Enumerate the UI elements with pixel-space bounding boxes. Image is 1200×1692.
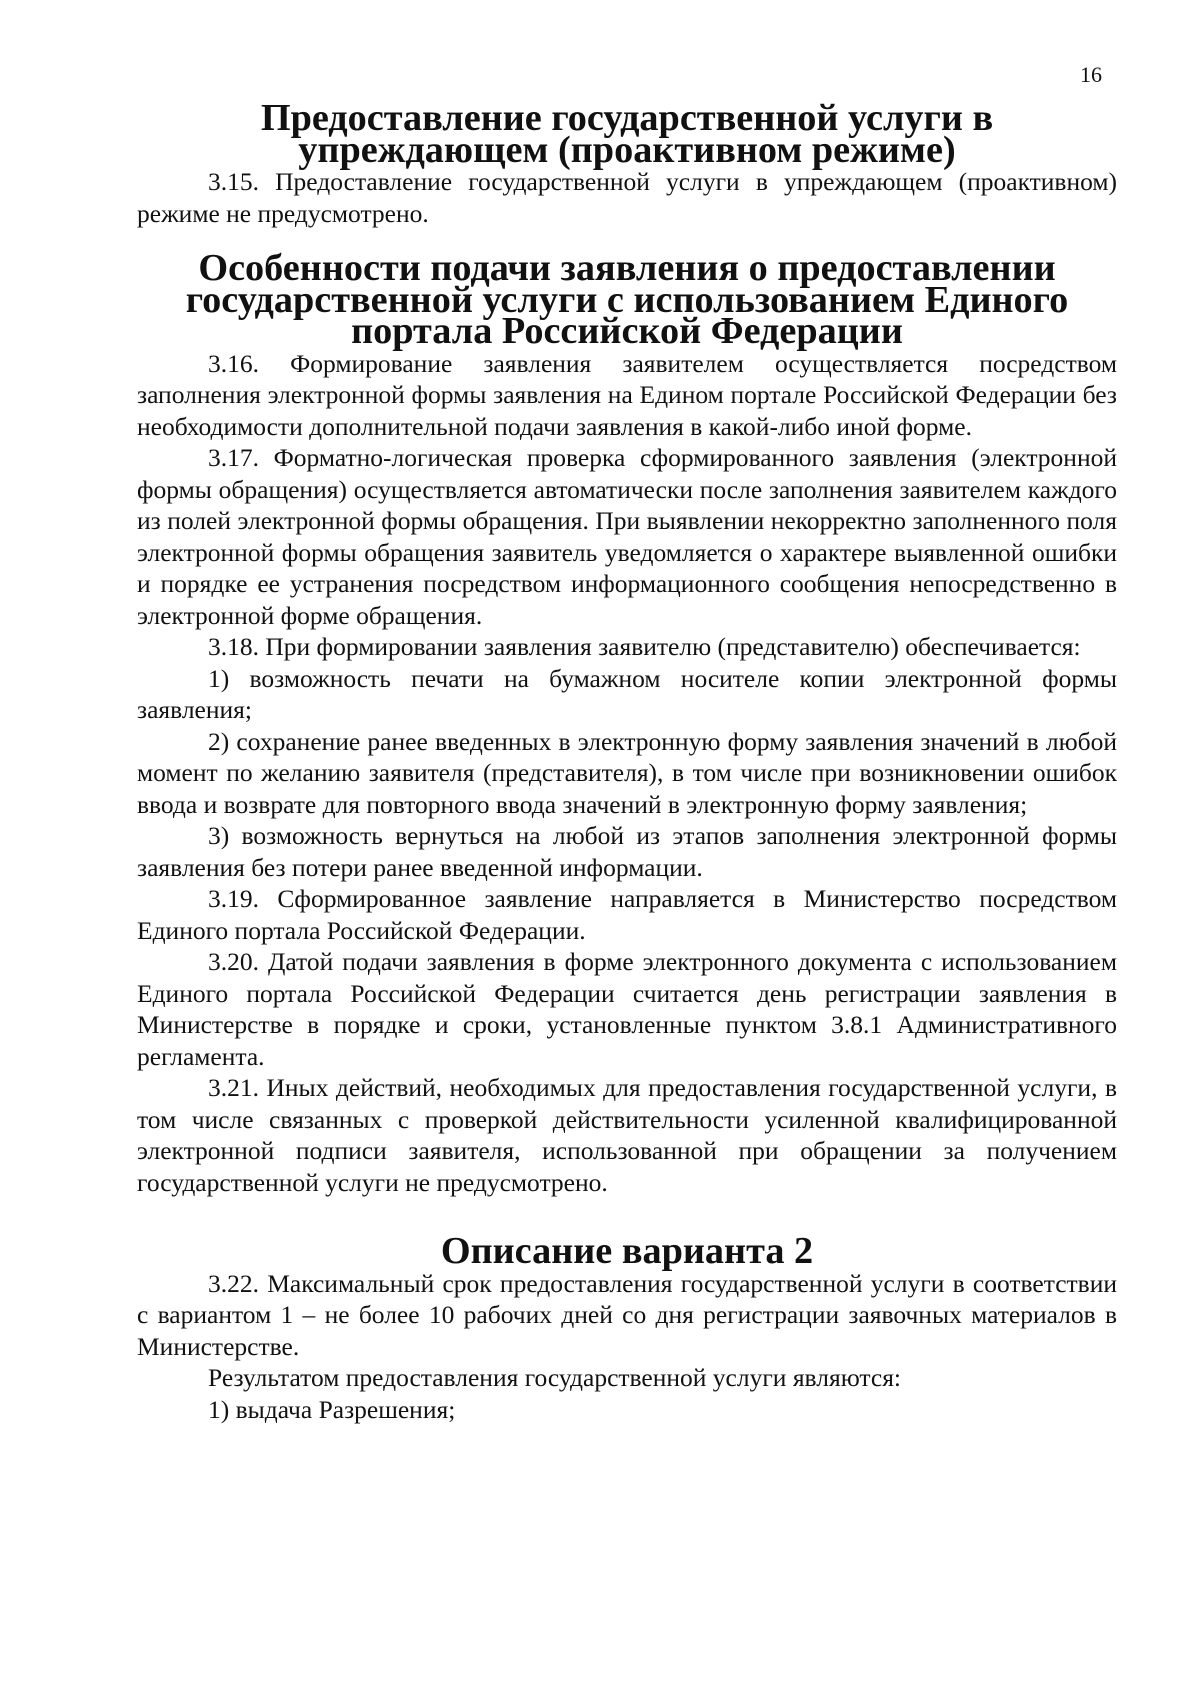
list-item-3-18-3: 3) возможность вернуться на любой из этапов заполнения электронной формы заявления без потери ранее введенной информации. [137,821,1117,882]
section-heading-unified-portal: Особенности подачи заявления о предоставлении государственной услуги с использованием Единого портала Российской Федерации [185,247,1069,352]
page-number: 16 [1080,62,1102,87]
section-heading-proactive: Предоставление государственной услуги в упреждающем (проактивном режиме) [260,97,994,171]
paragraph-3-20: 3.20. Датой подачи заявления в форме электронного документа с использованием Единого портала Российской Федерации считается день регистрации заявления в Министерстве в порядке и сроки, установленные пунктом 3.8.1 Административного регламента. [137,947,1117,1071]
paragraph-3-19: 3.19. Сформированное заявление направляется в Министерство посредством Единого портала Российской Федерации. [137,884,1117,945]
list-item-3-18-1: 1) возможность печати на бумажном носителе копии электронной формы заявления; [137,663,1117,724]
document-body [137,97,1117,1425]
paragraph-3-16: 3.16. Формирование заявления заявителем осуществляется посредством заполнения электронной формы заявления на Едином портале Российской Федерации без необходимости дополнительной подачи заявления в какой-либо иной форме. [137,348,1117,441]
paragraph-3-22: 3.22. Максимальный срок предоставления государственной услуги в соответствии с вариантом 1 – не более 10 рабочих дней со дня регистрации заявочных материалов в Министерстве. [137,1268,1117,1361]
paragraph-3-17: 3.17. Форматно-логическая проверка сформированного заявления (электронной формы обращения) осуществляется автоматически после заполнения заявителем каждого из полей электронной формы обращения. При выявлении некорректно заполненного поля электронной формы обращения заявитель уведомляется о характере выявленной ошибки и порядке ее устранения посредством информационного сообщения непосредственно в электронной форме обращения. [137,443,1117,630]
paragraph-3-21: 3.21. Иных действий, необходимых для предоставления государственной услуги, в том числе связанных с проверкой действительности усиленной квалифицированной электронной подписи заявителя, использованной при обращении за получением государственной услуги не предусмотрено. [137,1073,1117,1197]
list-item-3-18-2: 2) сохранение ранее введенных в электронную форму заявления значений в любой момент по желанию заявителя (представителя), в том числе при возникновении ошибок ввода и возврате для повторного ввода значений в электронную форму заявления; [137,726,1117,819]
section-heading-variant-2: Описание варианта 2 [440,1230,814,1272]
paragraph-3-18: 3.18. При формировании заявления заявителю (представителю) обеспечивается: [208,632,1081,661]
paragraph-result-intro: Результатом предоставления государственной услуги являются: [208,1363,902,1392]
paragraph-3-15: 3.15. Предоставление государственной услуги в упреждающем (проактивном) режиме не предусмотрено. [137,167,1117,228]
list-item-result-1: 1) выдача Разрешения; [208,1394,456,1424]
